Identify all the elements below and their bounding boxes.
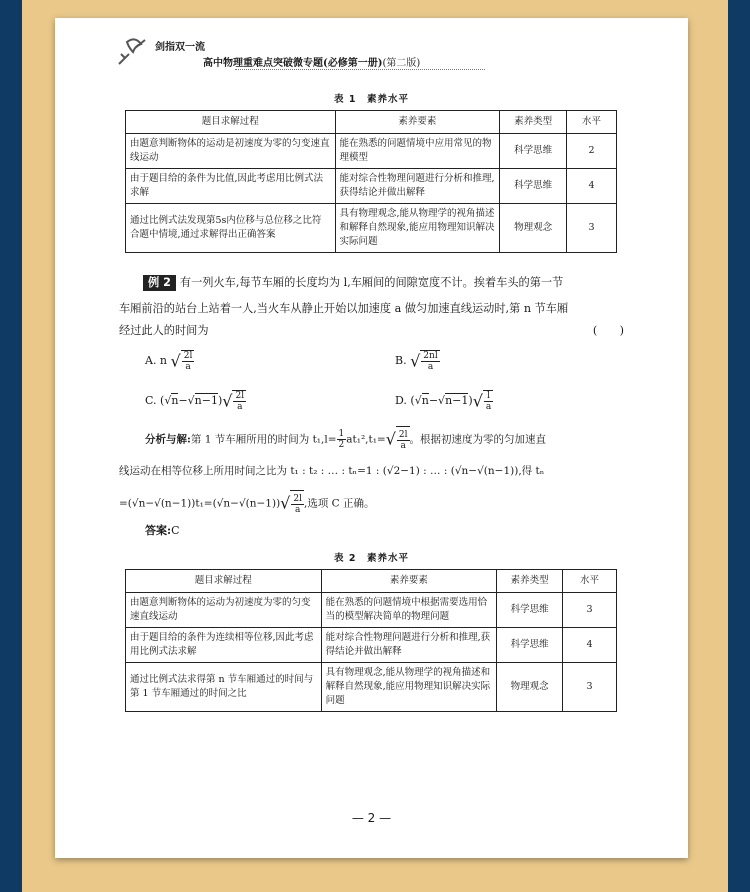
half-fraction: $\frac{1}{2}$ [338, 429, 345, 450]
answer-label: 答案: [145, 524, 172, 537]
table-cell: 2 [567, 134, 617, 169]
table-cell: 物理观念 [497, 663, 563, 712]
table-cell: 4 [567, 169, 617, 204]
table-row [126, 593, 617, 628]
series-name: 剑指双一流 [155, 42, 205, 53]
table-cell: 物理观念 [500, 204, 567, 253]
example-line3 [119, 318, 624, 344]
book-title: 高中物理重难点突破微专题(必修第一册)(第二版) [203, 58, 421, 69]
sqrt-expression: √ $\frac{2nl}{a}$ [410, 351, 438, 372]
sqrt-expression: √ $\frac{2l}{a}$ [170, 351, 193, 372]
table1-header: 素养要素 [335, 111, 500, 134]
table-cell: 具有物理观念,能从物理学的视角描述和解释自然现象,能应用物理知识解决实际问题 [335, 204, 500, 253]
analysis-text: 。根据初速度为零的匀加速直 [409, 433, 547, 446]
example-tag: 例 2 [143, 275, 176, 291]
table-cell: 通过比例式法求得第 n 节车厢通过的时间与第 1 节车厢通过的时间之比 [126, 663, 322, 712]
option-b [395, 350, 440, 372]
table-cell: 能在熟悉的问题情境中根据需要选用恰当的模型解决简单的物理问题 [321, 593, 497, 628]
analysis-text: 第 1 节车厢所用的时间为 t₁,l= [190, 433, 337, 446]
option-label: B. [395, 354, 407, 367]
table-row [126, 204, 617, 253]
table1-header: 素养类型 [500, 111, 567, 134]
analysis-line1 [145, 426, 685, 453]
option-c: C. (√n−√n−1)√ $\frac{2l}{a}$ [145, 391, 245, 412]
table-cell: 能对综合性物理问题进行分析和推理,获得结论并做出解释 [321, 628, 497, 663]
table-row [126, 169, 617, 204]
example-text: 经过此人的时间为 [119, 324, 209, 337]
answer-blank: ( ) [592, 324, 624, 337]
sqrt-expression: √ $\frac{l}{a}$ [472, 391, 492, 412]
table1-caption: 表 1 素养水平 [334, 94, 409, 105]
answer-line [145, 518, 675, 544]
table-cell: 3 [563, 663, 617, 712]
answer-value: C [171, 524, 180, 537]
table2-header: 素养类型 [497, 570, 563, 593]
table1-header-row [126, 111, 617, 134]
option-label: D. [395, 394, 407, 407]
table1-header: 题目求解过程 [126, 111, 336, 134]
analysis-line3 [119, 490, 659, 517]
table2-header: 题目求解过程 [126, 570, 322, 593]
analysis-text: ,选项 C 正确。 [303, 497, 375, 510]
analysis-text: at₁²,t₁= [346, 433, 386, 446]
table1 [125, 110, 617, 253]
table-row [126, 663, 617, 712]
table-cell: 具有物理观念,能从物理学的视角描述和解释自然现象,能应用物理知识解决实际问题 [321, 663, 497, 712]
table2-header: 水平 [563, 570, 617, 593]
table-row [126, 134, 617, 169]
page-number: — 2 — [351, 811, 392, 825]
document-page [55, 18, 688, 858]
table2-header: 素养要素 [321, 570, 497, 593]
page-header [115, 34, 495, 76]
table1-header: 水平 [567, 111, 617, 134]
analysis-label: 分析与解: [145, 433, 191, 446]
table-cell: 3 [563, 593, 617, 628]
example-line2: 车厢前沿的站台上站着一人,当火车从静止开始以加速度 a 做匀加速直线运动时,第 n 节车厢 [119, 302, 569, 315]
table-cell: 3 [567, 204, 617, 253]
table-cell: 科学思维 [500, 169, 567, 204]
table-cell: 由题意判断物体的运动是初速度为零的匀变速直线运动 [126, 134, 336, 169]
sword-logo-icon [115, 34, 149, 68]
analysis-line2: 线运动在相等位移上所用时间之比为 t₁ : t₂ : … : tₙ=1 : (√2−1) : … : (√n−√(n−1)),得 tₙ [119, 465, 545, 477]
header-divider [235, 69, 485, 70]
sqrt-expression: √ $\frac{2l}{a}$ [386, 426, 410, 453]
sqrt-expression: √ $\frac{2l}{a}$ [222, 391, 245, 412]
table-cell: 通过比例式法发现第5s内位移与总位移之比符合题中情境,通过求解得出正确答案 [126, 204, 336, 253]
option-label: C. [145, 394, 157, 407]
table-cell: 4 [563, 628, 617, 663]
table-row [126, 628, 617, 663]
option-d: D. (√n−√n−1)√ $\frac{l}{a}$ [395, 391, 492, 412]
example-text: 有一列火车,每节车厢的长度均为 l,车厢间的间隙宽度不计。挨着车头的第一节 [179, 276, 564, 289]
table2-caption: 表 2 素养水平 [334, 553, 409, 564]
table2 [125, 569, 617, 712]
table-cell: 由题意判断物体的运动为初速度为零的匀变速直线运动 [126, 593, 322, 628]
table-cell: 能对综合性物理问题进行分析和推理,获得结论并做出解释 [335, 169, 500, 204]
table-cell: 能在熟悉的问题情境中应用常见的物理模型 [335, 134, 500, 169]
table-cell: 科学思维 [500, 134, 567, 169]
analysis-text: =(√n−√(n−1))t₁=(√n−√(n−1)) [119, 497, 281, 510]
option-a [145, 350, 194, 372]
option-label: A. n [145, 354, 168, 367]
table-cell: 由于题目给的条件为连续相等位移,因此考虑用比例式法求解 [126, 628, 322, 663]
table-cell: 科学思维 [497, 593, 563, 628]
example-line1 [143, 270, 673, 296]
table-cell: 科学思维 [497, 628, 563, 663]
table-cell: 由于题目给的条件为比值,因此考虑用比例式法求解 [126, 169, 336, 204]
sqrt-expression: √ $\frac{2l}{a}$ [280, 490, 304, 517]
table2-header-row [126, 570, 617, 593]
